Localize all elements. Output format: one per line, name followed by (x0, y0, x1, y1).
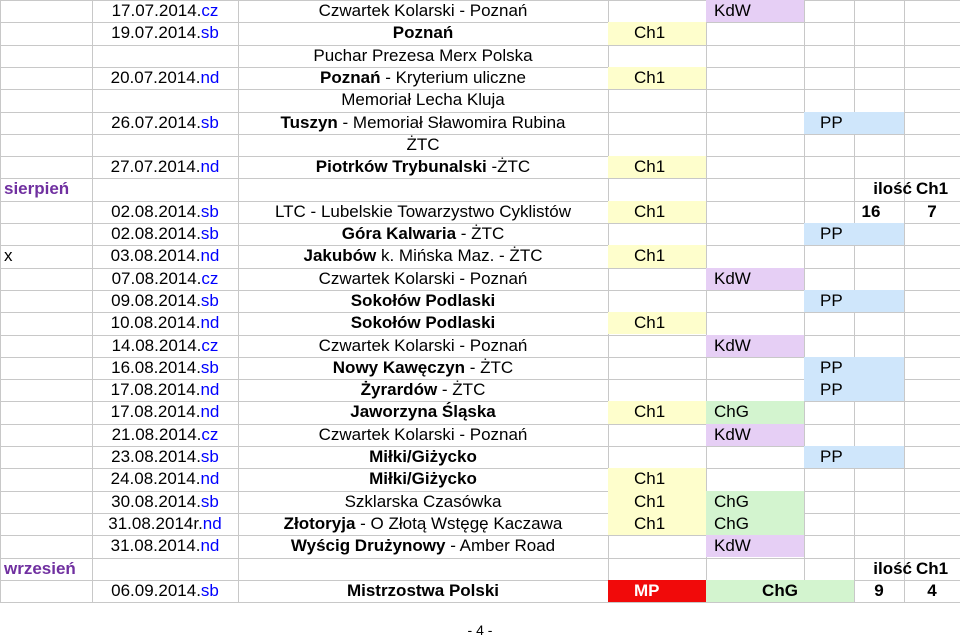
date-cell: 14.08.2014.cz (111, 335, 219, 355)
table-row (0, 401, 960, 423)
event-cell: Czwartek Kolarski - Poznań (318, 335, 528, 355)
date-cell: 16.08.2014.sb (111, 357, 219, 377)
event-cell: Nowy Kawęczyn - ŻTC (332, 357, 514, 377)
category-ch1: Ch1 (608, 312, 706, 334)
table-row (0, 491, 960, 513)
date-cell: 31.08.2014r.nd (108, 513, 222, 533)
category-chg: ChG (706, 580, 854, 602)
date-cell: 02.08.2014.sb (111, 224, 219, 243)
category-ch1: Ch1 (608, 22, 706, 44)
table-row (0, 223, 960, 245)
category-pp: PP (804, 379, 904, 401)
category-kdw: KdW (706, 0, 804, 22)
count-label: ilość (873, 179, 912, 199)
date-cell: 23.08.2014.sb (111, 447, 219, 466)
category-pp: PP (804, 112, 904, 134)
table-row (0, 45, 960, 67)
date-cell: 31.08.2014.nd (110, 536, 220, 556)
table-row (0, 0, 960, 22)
category-pp: PP (804, 446, 904, 468)
event-cell: Poznań (392, 23, 454, 43)
category-ch1: Ch1 (608, 468, 706, 490)
event-cell: Czwartek Kolarski - Poznań (318, 268, 528, 288)
table-row (0, 535, 960, 557)
table-row (0, 446, 960, 468)
event-cell: LTC - Lubelskie Towarzystwo Cyklistów (274, 201, 571, 221)
event-cell: Jaworzyna Śląska (350, 402, 496, 422)
category-kdw: KdW (706, 335, 804, 357)
category-pp: PP (804, 223, 904, 245)
date-cell: 17.08.2014.nd (110, 380, 220, 400)
event-cell: Jakubów k. Mińska Maz. - ŻTC (303, 246, 543, 266)
date-cell: 20.07.2014.nd (110, 67, 220, 87)
count-ch1-label: Ch1 (916, 558, 949, 578)
event-cell: Piotrków Trybunalski -ŻTC (315, 157, 531, 177)
category-ch1: Ch1 (608, 67, 706, 89)
category-ch1: Ch1 (608, 401, 706, 423)
table-row (0, 156, 960, 178)
category-ch1: Ch1 (608, 156, 706, 178)
count-total: 9 (874, 580, 884, 600)
table-row (0, 89, 960, 111)
event-cell: Sokołów Podlaski (350, 290, 496, 310)
event-cell: Tuszyn - Memoriał Sławomira Rubina (280, 112, 566, 132)
date-cell: 02.08.2014.sb (111, 201, 219, 221)
table-row (0, 312, 960, 334)
event-cell: Góra Kalwaria - ŻTC (341, 224, 505, 243)
table-row (0, 112, 960, 134)
category-ch1: Ch1 (608, 513, 706, 535)
event-cell: Sokołów Podlaski (350, 313, 496, 333)
date-cell: 17.08.2014.nd (110, 402, 220, 422)
date-cell: 19.07.2014.sb (111, 23, 219, 43)
table-row (0, 134, 960, 156)
date-cell: 10.08.2014.nd (110, 313, 220, 333)
date-cell: 26.07.2014.sb (111, 112, 219, 132)
event-cell: Puchar Prezesa Merx Polska (313, 45, 533, 65)
date-cell: 03.08.2014.nd (110, 246, 220, 266)
event-cell: Miłki/Giżycko (369, 447, 477, 466)
category-pp: PP (804, 357, 904, 379)
category-chg: ChG (706, 491, 804, 513)
event-cell: Poznań - Kryterium uliczne (320, 67, 526, 87)
date-cell: 24.08.2014.nd (110, 469, 220, 489)
category-pp: PP (804, 290, 904, 312)
table-row (0, 379, 960, 401)
table-row (0, 201, 960, 223)
count-label: ilość (873, 558, 912, 578)
event-cell: Wyścig Drużynowy - Amber Road (290, 536, 556, 556)
month-header-row (0, 558, 960, 580)
row-mark: x (4, 246, 13, 266)
table-row (0, 22, 960, 44)
date-cell: 30.08.2014.sb (111, 491, 219, 511)
table-row (0, 67, 960, 89)
table-row (0, 580, 960, 602)
table-row (0, 357, 960, 379)
date-cell: 09.08.2014.sb (111, 290, 219, 310)
date-cell: 07.08.2014.cz (111, 268, 219, 288)
table-row (0, 290, 960, 312)
date-cell: 17.07.2014.cz (111, 1, 219, 20)
count-ch1: 7 (927, 201, 937, 221)
count-total: 16 (861, 201, 881, 221)
category-chg: ChG (706, 513, 804, 535)
category-kdw: KdW (706, 268, 804, 290)
date-cell: 06.09.2014.sb (111, 580, 219, 600)
table-row (0, 335, 960, 357)
category-ch1: Ch1 (608, 201, 706, 223)
count-ch1-label: Ch1 (916, 179, 949, 199)
date-cell: 21.08.2014.cz (111, 424, 219, 444)
date-cell: 27.07.2014.nd (110, 157, 220, 177)
table-row (0, 245, 960, 267)
table-row (0, 513, 960, 535)
event-cell: Żyrardów - ŻTC (360, 380, 486, 400)
category-mp: MP (608, 580, 706, 602)
event-cell: Złotoryja - O Złotą Wstęgę Kaczawa (283, 513, 563, 533)
event-cell: ŻTC (406, 134, 440, 154)
table-row (0, 424, 960, 446)
category-chg: ChG (706, 401, 804, 423)
category-kdw: KdW (706, 424, 804, 446)
event-cell: Czwartek Kolarski - Poznań (318, 1, 528, 20)
event-cell: Miłki/Giżycko (369, 469, 477, 489)
month-header-row (0, 178, 960, 200)
event-cell: Czwartek Kolarski - Poznań (318, 424, 528, 444)
event-cell: Mistrzostwa Polski (346, 580, 500, 600)
event-cell: Memoriał Lecha Kluja (341, 90, 505, 110)
page-number: - 4 - (467, 622, 493, 638)
category-ch1: Ch1 (608, 245, 706, 267)
category-kdw: KdW (706, 535, 804, 557)
table-row (0, 468, 960, 490)
table-row (0, 268, 960, 290)
category-ch1: Ch1 (608, 491, 706, 513)
count-ch1: 4 (927, 580, 937, 600)
month-label: sierpień (4, 179, 70, 199)
event-cell: Szklarska Czasówka (344, 491, 502, 511)
month-label: wrzesień (4, 558, 76, 578)
